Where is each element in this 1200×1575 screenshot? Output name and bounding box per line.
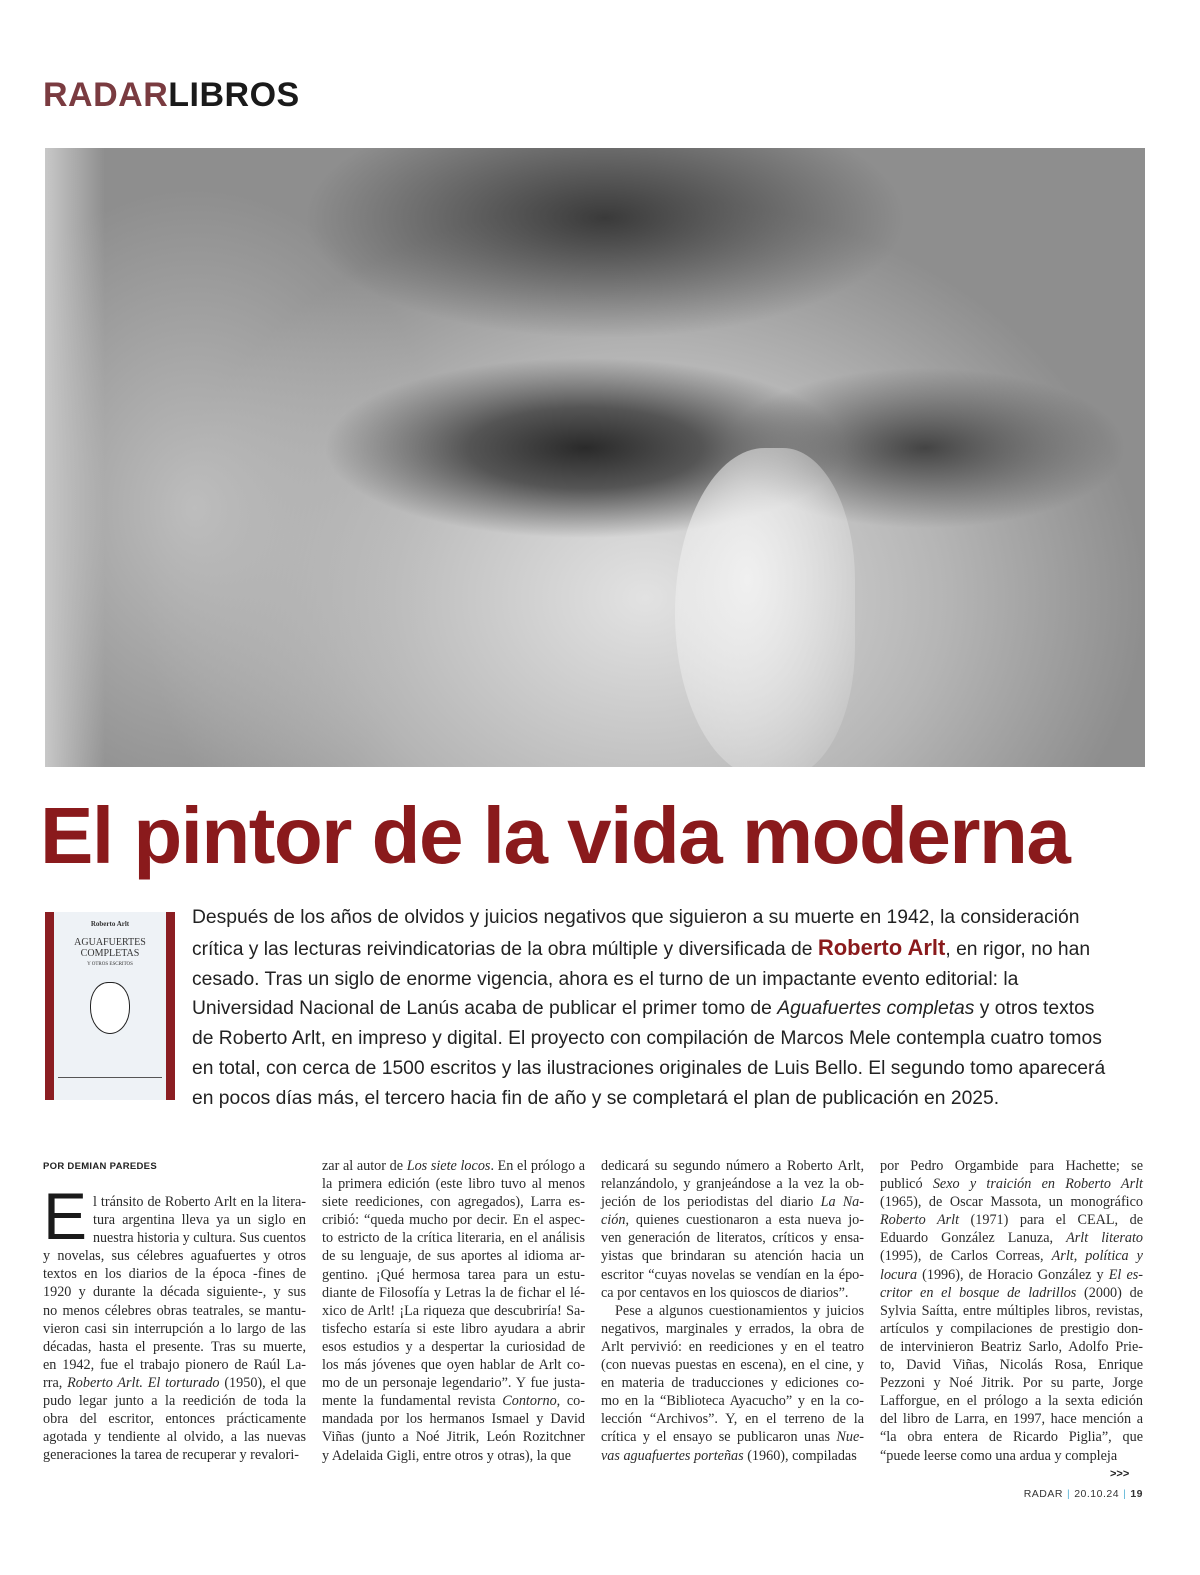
text-line-content xyxy=(880,1447,1117,1465)
page-number: 19 xyxy=(1130,1488,1143,1500)
text: y Adelaida Gigli, entre otros y otras), la que xyxy=(322,1447,572,1464)
text: negativos, marginales y errados, la obra de xyxy=(601,1320,864,1337)
text-line-content xyxy=(601,1175,864,1193)
text: (1965), de Oscar Massota, un monográfico xyxy=(880,1194,1143,1211)
text: y otros textos xyxy=(974,998,1095,1020)
text: to, David Viñas, Nicolás Rosa, Enrique xyxy=(880,1357,1143,1374)
text-line xyxy=(192,994,1152,1024)
text-line-content xyxy=(601,1320,864,1338)
text-line xyxy=(192,933,1152,965)
text-line-content xyxy=(43,1247,306,1265)
text-line xyxy=(880,1266,1143,1284)
text: Arlt pervivió: en reediciones y en el teatro xyxy=(601,1338,864,1355)
text: y novelas, sus célebres aguafuertes y otros xyxy=(43,1248,306,1265)
text-line-content xyxy=(601,1374,864,1392)
section-title xyxy=(43,76,300,115)
text-line xyxy=(322,1193,585,1211)
italic-title: El es- xyxy=(1108,1266,1143,1283)
text-line-content xyxy=(322,1302,585,1320)
text: rra, xyxy=(43,1374,68,1391)
headline: El pintor de la vida moderna xyxy=(40,791,1070,880)
text: agotada y tendiente al olvido, a las nuevas xyxy=(43,1429,306,1446)
text-line xyxy=(880,1302,1143,1320)
text: en pocos días más, el tercero hacia fin de año y se completará el plan de publicación en 2025. xyxy=(192,1087,1000,1109)
text: ven generación de literatos, críticos y ensa- xyxy=(601,1230,864,1247)
text-line xyxy=(880,1392,1143,1410)
text-line-content xyxy=(601,1447,857,1465)
text-line xyxy=(322,1175,585,1193)
text: (con nuevas puestas en escena), en el cine, y xyxy=(601,1357,864,1374)
text-line-content xyxy=(601,1410,864,1428)
text: Viñas (junto a Noé Jitrik, León Rozitchner xyxy=(322,1429,585,1446)
article-column-2 xyxy=(322,1157,585,1465)
text-line xyxy=(192,1024,1152,1054)
text: relanzándolo, y granjeándose a la vez la ob- xyxy=(601,1176,864,1193)
footer-magazine: RADAR xyxy=(1023,1488,1063,1500)
text-line-content xyxy=(322,1447,571,1465)
text: obra del escritor, entonces prácticamente xyxy=(43,1411,306,1428)
text: Eduardo González Lanuza, xyxy=(880,1230,1067,1247)
text: xico de Arlt! ¡La riqueza que descubriría! Sa- xyxy=(322,1302,585,1319)
text: de intervinieron Beatriz Sarlo, Adolfo Prie- xyxy=(880,1338,1143,1355)
text: del libro de Larra, en 1997, hace mención a xyxy=(880,1411,1143,1428)
text: nuestra historia y cultura. Sus cuentos xyxy=(93,1230,306,1247)
book-cover-image xyxy=(45,912,175,1100)
text-line-content xyxy=(601,1247,864,1265)
text-line xyxy=(880,1284,1143,1302)
text-line-content xyxy=(322,1392,585,1410)
italic-title: locura xyxy=(880,1266,918,1283)
text-line-content xyxy=(43,1265,306,1283)
text-line-content xyxy=(880,1356,1143,1374)
text: 1920 y durante la década siguiente-, y sus xyxy=(43,1284,306,1301)
article-column-1 xyxy=(43,1193,306,1464)
text-line xyxy=(192,965,1152,995)
italic-title: Sexo y traición en Roberto Arlt xyxy=(932,1176,1143,1193)
text-line xyxy=(43,1356,306,1374)
text-line-content xyxy=(192,1024,1102,1054)
text: , quienes cuestionaron a esta nueva jo- xyxy=(625,1212,864,1229)
text: no menos célebres obras teatrales, se mantu- xyxy=(43,1302,306,1319)
cover-title: AGUAFUERTES COMPLETAS xyxy=(74,937,146,959)
text: yistas que brindaran su atención hacia un xyxy=(601,1248,864,1265)
text-line xyxy=(601,1392,864,1410)
text: los más jóvenes que oyen hablar de Arlt co- xyxy=(322,1357,585,1374)
text-line xyxy=(322,1356,585,1374)
text-line-content xyxy=(322,1175,585,1193)
text-line-content xyxy=(322,1284,585,1302)
text-line-content xyxy=(601,1157,864,1175)
italic-title: Los siete locos xyxy=(406,1158,491,1174)
text-line-content xyxy=(601,1428,864,1446)
text-line-content xyxy=(601,1211,864,1229)
text-line-content xyxy=(322,1266,585,1284)
text: (1996), de Horacio González y xyxy=(917,1266,1109,1283)
text-line xyxy=(880,1356,1143,1374)
text: , en rigor, no han xyxy=(945,938,1091,960)
text-line-content xyxy=(880,1211,1143,1229)
italic-title: ción xyxy=(601,1212,626,1229)
cover-author: Roberto Arlt xyxy=(90,920,130,928)
text-line xyxy=(601,1266,864,1284)
text: en materia de traducciones y ediciones co- xyxy=(601,1375,864,1392)
text-line-content xyxy=(322,1229,585,1247)
text-line-content xyxy=(880,1175,1143,1193)
text: . En el prólogo a xyxy=(490,1158,585,1174)
text: to estricto de la crítica literaria, en el análisis xyxy=(322,1230,585,1247)
text-line xyxy=(322,1410,585,1428)
text-line xyxy=(880,1193,1143,1211)
footer-date: 20.10.24 xyxy=(1074,1488,1120,1500)
text-line-content xyxy=(322,1410,585,1428)
text-line-content xyxy=(43,1302,306,1320)
text-line-content xyxy=(601,1356,864,1374)
italic-title: Aguafuertes completas xyxy=(777,998,975,1020)
text-line-content xyxy=(601,1392,864,1410)
text-line xyxy=(322,1320,585,1338)
text-line xyxy=(601,1410,864,1428)
text-line xyxy=(43,1374,306,1392)
text-line-content xyxy=(601,1229,864,1247)
text-line xyxy=(601,1302,864,1320)
text: cribió: “queda mucho por decir. En el aspec- xyxy=(322,1212,585,1229)
text-line-content xyxy=(322,1374,585,1392)
text-line-content xyxy=(43,1428,306,1446)
text-line xyxy=(601,1211,864,1229)
text: esos estudios y a despertar la curiosidad de xyxy=(322,1338,585,1355)
text-line-content xyxy=(601,1284,848,1302)
text: vieron casi sin interrupción a lo largo de las xyxy=(43,1320,306,1337)
text-line-content xyxy=(43,1320,306,1338)
text: cesado. Tras un siglo de enorme vigencia, ahora es el turno de un impactante evento editorial: la xyxy=(192,968,1019,990)
text-line xyxy=(43,1320,306,1338)
text-line-content xyxy=(192,1054,1105,1084)
text: mo de un personaje legendario”. Y fue justa- xyxy=(322,1375,585,1392)
text-line xyxy=(322,1247,585,1265)
text-line-content xyxy=(93,1211,306,1229)
text-line-content xyxy=(192,1084,999,1114)
text: Después de los años de olvidos y juicios negativos que siguieron a su muerte en 1942, la consideración xyxy=(192,907,1080,928)
article-column-4 xyxy=(880,1157,1143,1465)
text: la primera edición (este libro tuvo al menos xyxy=(322,1176,585,1193)
text-line-content xyxy=(880,1302,1143,1320)
text-line xyxy=(43,1302,306,1320)
text-line xyxy=(601,1374,864,1392)
text-line-content xyxy=(880,1247,1143,1265)
text-line xyxy=(601,1284,864,1302)
text: pudo legar junto a la reedición de toda la xyxy=(43,1393,306,1410)
text: (1950), el que xyxy=(219,1374,306,1391)
text-line xyxy=(880,1410,1143,1428)
italic-title: Arlt, política y xyxy=(1051,1248,1143,1265)
text-line xyxy=(880,1229,1143,1247)
text: (1971) para el CEAL, de xyxy=(959,1212,1143,1229)
italic-title: critor en el bosque de ladrillos xyxy=(880,1284,1077,1301)
text: , co- xyxy=(556,1393,585,1410)
italic-title: Arlt literato xyxy=(1066,1230,1144,1247)
text: gentino. ¡Qué hermosa tarea para un estu- xyxy=(322,1266,585,1283)
text: jeción de los periodistas del diario xyxy=(601,1194,821,1211)
text: de su lenguaje, de sus aportes al idioma ar- xyxy=(322,1248,585,1265)
text-line-content xyxy=(880,1266,1143,1284)
page-footer: RADAR | 20.10.24 | 19 xyxy=(1023,1488,1143,1500)
text-line xyxy=(322,1392,585,1410)
text-line-content xyxy=(322,1320,585,1338)
text-line-content xyxy=(880,1410,1143,1428)
byline: POR DEMIAN PAREDES xyxy=(43,1161,157,1172)
text-line xyxy=(43,1410,306,1428)
text-line xyxy=(601,1193,864,1211)
text: lección “Archivos”. Y, en el terreno de la xyxy=(601,1411,864,1428)
text-line-content xyxy=(601,1266,864,1284)
text: Pezzoni y Noé Jitrik. Por su parte, Jorge xyxy=(880,1375,1143,1392)
text-line-content xyxy=(192,903,1079,933)
cover-subtitle: Y OTROS ESCRITOS xyxy=(87,962,133,967)
text-line-content xyxy=(322,1338,585,1356)
text-line-content xyxy=(880,1157,1143,1175)
text-line-content xyxy=(322,1356,585,1374)
text: de Roberto Arlt, en impreso y digital. El proyecto con compilación de Marcos Mele contempla cuatro tomos xyxy=(192,1028,1102,1050)
italic-title: Nue- xyxy=(836,1429,864,1446)
text-line-content xyxy=(43,1283,306,1301)
text: zar al autor de xyxy=(322,1158,407,1174)
text: en total, con cerca de 1500 escritos y las ilustraciones originales de Luis Bello. El segundo tomo aparecerá xyxy=(192,1057,1106,1079)
italic-title: Contorno xyxy=(502,1393,557,1410)
text-line xyxy=(322,1447,585,1465)
text-line xyxy=(322,1229,585,1247)
text-line-content xyxy=(322,1247,585,1265)
text-line xyxy=(601,1229,864,1247)
text: décadas, hasta el presente. Tras su muerte, xyxy=(43,1338,306,1355)
text: (2000) de xyxy=(1076,1284,1144,1301)
text-line-content xyxy=(322,1428,585,1446)
text: Pese a algunos cuestionamientos y juicios xyxy=(615,1302,864,1319)
text-line xyxy=(192,1084,1152,1114)
text: “la obra entera de Ricardo Piglia”, que xyxy=(880,1429,1143,1446)
text-line xyxy=(880,1447,1143,1465)
text-line xyxy=(43,1428,306,1446)
drop-cap: E xyxy=(43,1190,88,1244)
continues-marker: >>> xyxy=(1110,1468,1130,1480)
author-name-highlight: Roberto Arlt xyxy=(817,934,946,960)
text: mo en la “Biblioteca Ayacucho” y en la co- xyxy=(601,1393,864,1410)
text-line-content xyxy=(43,1338,306,1356)
article-column-3 xyxy=(601,1157,864,1465)
text-line xyxy=(322,1338,585,1356)
text-line xyxy=(601,1175,864,1193)
text: diante de Filosofía y Letras la de fichar el lé- xyxy=(322,1284,585,1301)
text-line-content xyxy=(615,1302,864,1320)
text: Sylvia Saítta, entre múltiples libros, revistas, xyxy=(880,1302,1143,1319)
text-line xyxy=(322,1428,585,1446)
text-line xyxy=(880,1157,1143,1175)
text: en 1942, fue el trabajo pionero de Raúl La- xyxy=(43,1356,306,1373)
author-portrait-photo xyxy=(45,148,1145,767)
text-line xyxy=(43,1229,306,1247)
text: publicó xyxy=(880,1176,933,1193)
italic-title: Roberto Arlt. El torturado xyxy=(67,1374,220,1391)
text-line-content xyxy=(880,1428,1143,1446)
text-line xyxy=(880,1338,1143,1356)
text: crítica y las lecturas reivindicatorias de la obra múltiple y diversificada de xyxy=(192,938,818,960)
italic-title: La Na- xyxy=(820,1194,865,1211)
cover-illustration xyxy=(90,982,130,1034)
text-line xyxy=(322,1302,585,1320)
text: generaciones la tarea de recuperar y revalori- xyxy=(43,1447,299,1464)
text: (1960), compiladas xyxy=(743,1447,857,1464)
text-line-content xyxy=(93,1193,306,1211)
text-line xyxy=(192,903,1152,933)
text-line-content xyxy=(880,1229,1143,1247)
text-line xyxy=(880,1428,1143,1446)
text-line xyxy=(880,1247,1143,1265)
text-line-content xyxy=(192,994,1094,1024)
text-line xyxy=(880,1320,1143,1338)
text: mandada por los hermanos Ismael y David xyxy=(322,1411,585,1428)
text-line xyxy=(601,1338,864,1356)
text-line-content xyxy=(43,1374,306,1392)
text-line-content xyxy=(192,965,1018,995)
text: siete reediciones, con agregados), Larra es- xyxy=(322,1194,585,1211)
text-line xyxy=(601,1428,864,1446)
text: escritor “cuyas novelas se vendían en la épo- xyxy=(601,1266,864,1283)
text-line-content xyxy=(601,1338,864,1356)
text-line-content xyxy=(43,1392,306,1410)
text-line-content xyxy=(43,1410,306,1428)
text-line xyxy=(43,1211,306,1229)
text-line xyxy=(601,1356,864,1374)
text-line xyxy=(43,1193,306,1211)
text-line-content xyxy=(880,1338,1143,1356)
text-line xyxy=(880,1175,1143,1193)
section-title-libros: LIBROS xyxy=(168,76,300,114)
text-line xyxy=(601,1247,864,1265)
italic-title: vas aguafuertes porteñas xyxy=(601,1447,744,1464)
text: (1995), de Carlos Correas, xyxy=(880,1248,1052,1265)
text: Universidad Nacional de Lanús acaba de publicar el primer tomo de xyxy=(192,998,778,1020)
text-line-content xyxy=(880,1284,1143,1302)
text-line-content xyxy=(322,1157,585,1175)
text-line xyxy=(43,1338,306,1356)
text-line-content xyxy=(880,1193,1143,1211)
text-line-content xyxy=(880,1374,1143,1392)
text-line-content xyxy=(43,1446,299,1464)
text-line xyxy=(880,1374,1143,1392)
text-line xyxy=(43,1446,306,1464)
text-line-content xyxy=(880,1392,1143,1410)
text-line xyxy=(192,1054,1152,1084)
text-line-content xyxy=(322,1211,585,1229)
text-line xyxy=(43,1283,306,1301)
text-line xyxy=(322,1266,585,1284)
text-line-content xyxy=(93,1229,306,1247)
text-line xyxy=(601,1320,864,1338)
italic-title: Roberto Arlt xyxy=(880,1212,960,1229)
lead-paragraph xyxy=(192,903,1152,1114)
text-line xyxy=(601,1447,864,1465)
text: ca por centavos en los quioscos de diarios”. xyxy=(601,1284,849,1301)
text: “puede leerse como una ardua y compleja xyxy=(880,1447,1118,1464)
text-line xyxy=(43,1247,306,1265)
text: dedicará su segundo número a Roberto Arlt, xyxy=(601,1158,864,1174)
text-line-content xyxy=(43,1356,306,1374)
text-line-content xyxy=(880,1320,1143,1338)
text-line xyxy=(43,1265,306,1283)
text-line xyxy=(322,1284,585,1302)
text-line xyxy=(322,1374,585,1392)
text-line xyxy=(322,1211,585,1229)
text: Lafforgue, en el prólogo a la sexta edición xyxy=(880,1393,1143,1410)
text-line xyxy=(601,1157,864,1175)
section-title-radar: RADAR xyxy=(43,76,169,114)
text: l tránsito de Roberto Arlt en la litera- xyxy=(93,1194,306,1210)
text: por Pedro Orgambide para Hachette; se xyxy=(880,1158,1143,1174)
text: artículos y compilaciones de prestigio don- xyxy=(880,1320,1143,1337)
text-line-content xyxy=(322,1193,585,1211)
text-line-content xyxy=(601,1193,864,1211)
text: tisfecho estaría si este libro ayudara a abrir xyxy=(322,1320,585,1337)
text: crítica y el ensayo se publicaron unas xyxy=(601,1429,837,1446)
text-line-content xyxy=(192,933,1090,965)
text: tura argentina lleva ya un siglo en xyxy=(93,1212,306,1229)
text: textos en los diarios de la época -fines de xyxy=(43,1266,306,1283)
text-line xyxy=(880,1211,1143,1229)
text: mente la fundamental revista xyxy=(322,1393,503,1410)
text-line xyxy=(43,1392,306,1410)
text-line xyxy=(322,1157,585,1175)
